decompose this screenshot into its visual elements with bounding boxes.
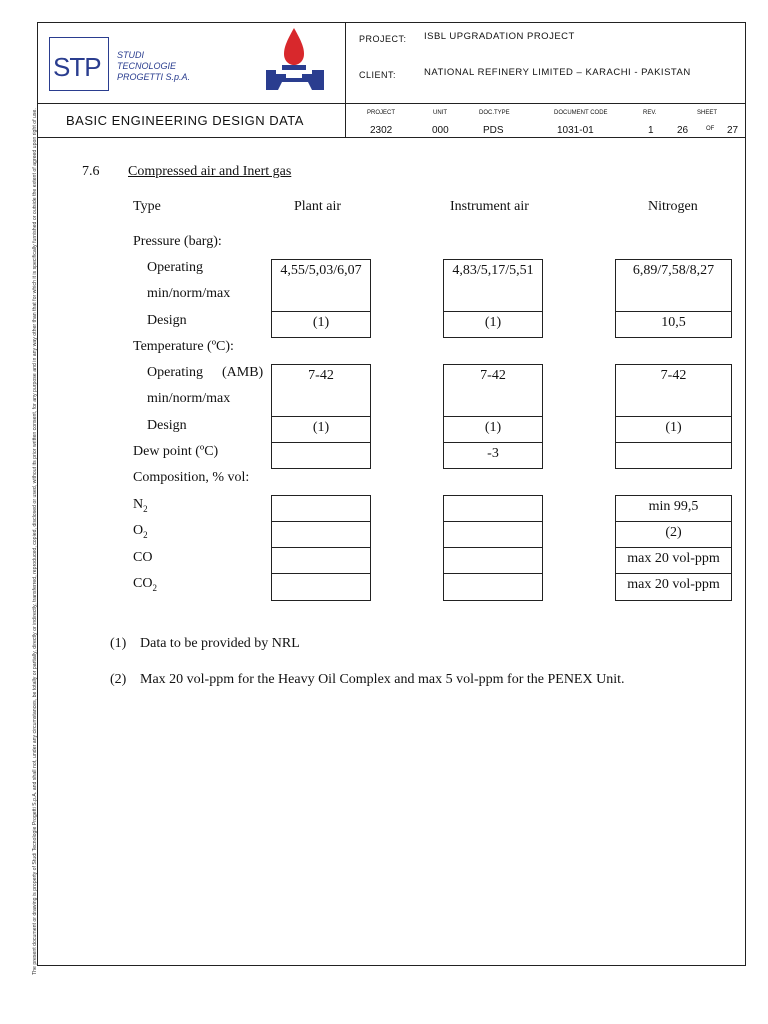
meta-label-project: PROJECT: [367, 110, 396, 116]
company-name: [117, 50, 190, 83]
meta-value-sheet: 26: [677, 125, 689, 136]
meta-value-unit: 000: [432, 125, 449, 136]
instrument-air-co: [443, 547, 543, 574]
co2-subscript: 2: [152, 582, 157, 593]
meta-value-doccode: 1031-01: [557, 125, 594, 136]
note-1-text: Data to be provided by NRL: [140, 636, 300, 651]
instrument-air-o2: [443, 521, 543, 548]
flame-icon: [284, 28, 304, 65]
stp-logo-text: STP: [53, 52, 101, 82]
meta-label-doctype: DOC.TYPE: [479, 110, 510, 116]
company-line-2: TECNOLOGIE: [117, 61, 177, 71]
header-divider: [37, 103, 746, 104]
instrument-air-co2: [443, 573, 543, 601]
pressure-minnormmax-label: min/norm/max: [147, 286, 231, 301]
stp-logo: [49, 37, 109, 91]
plant-air-co: [271, 547, 371, 574]
nitrogen-o2: (2): [615, 521, 732, 548]
note-2-number: (2): [110, 672, 127, 687]
instrument-air-temperature-operating: 7-42: [443, 364, 543, 417]
nitrogen-dew-point: [615, 442, 732, 469]
n2-text: N: [133, 497, 144, 512]
header-vertical-divider: [345, 22, 346, 137]
dew-point-label: Dew point (ºC): [133, 444, 219, 459]
meta-value-rev: 1: [648, 125, 654, 136]
temperature-amb-label: (AMB): [222, 365, 264, 380]
meta-label-of: OF: [706, 126, 715, 132]
plant-air-n2: [271, 495, 371, 522]
section-number: 7.6: [82, 164, 100, 179]
company-line-1: STUDI: [117, 50, 144, 60]
logo-bar: [282, 65, 306, 70]
n2-label: [133, 497, 148, 514]
meta-value-doctype: PDS: [483, 125, 504, 136]
nitrogen-pressure-design: 10,5: [615, 311, 732, 338]
temperature-design-label: Design: [147, 418, 187, 433]
nitrogen-temperature-design: (1): [615, 416, 732, 443]
note-2-text: Max 20 vol-ppm for the Heavy Oil Complex and max 5 vol-ppm for the PENEX Unit.: [140, 672, 625, 687]
o2-label: [133, 523, 148, 540]
logo-base: [266, 70, 324, 90]
plant-air-dew-point: [271, 442, 371, 469]
section-title: Compressed air and Inert gas: [128, 164, 292, 179]
pressure-label: Pressure (barg):: [133, 234, 222, 249]
o2-subscript: 2: [143, 529, 148, 540]
temperature-label: Temperature (ºC):: [133, 339, 234, 354]
co2-label: [133, 576, 157, 593]
nitrogen-co2: max 20 vol-ppm: [615, 573, 732, 601]
instrument-air-temperature-design: (1): [443, 416, 543, 443]
document-title: BASIC ENGINEERING DESIGN DATA: [66, 113, 304, 128]
plant-air-o2: [271, 521, 371, 548]
nrl-logo: [264, 26, 326, 92]
plant-air-co2: [271, 573, 371, 601]
plant-air-pressure-operating: 4,55/5,03/6,07: [271, 259, 371, 312]
meta-label-sheet: SHEET: [697, 110, 718, 116]
note-1-number: (1): [110, 636, 127, 651]
column-instrument-air: Instrument air: [450, 199, 529, 214]
type-label: Type: [133, 199, 161, 214]
plant-air-pressure-design: (1): [271, 311, 371, 338]
header-bottom-divider: [37, 137, 746, 138]
meta-label-rev: REV.: [643, 110, 657, 116]
project-value: ISBL UPGRADATION PROJECT: [424, 31, 575, 42]
instrument-air-n2: [443, 495, 543, 522]
plant-air-temperature-operating: 7-42: [271, 364, 371, 417]
column-plant-air: Plant air: [294, 199, 342, 214]
instrument-air-pressure-operating: 4,83/5,17/5,51: [443, 259, 543, 312]
n2-subscript: 2: [143, 503, 148, 514]
co2-text: CO: [133, 576, 153, 591]
instrument-air-pressure-design: (1): [443, 311, 543, 338]
client-label: CLIENT:: [359, 70, 397, 80]
temperature-minnormmax-label: min/norm/max: [147, 391, 231, 406]
nitrogen-pressure-operating: 6,89/7,58/8,27: [615, 259, 732, 312]
nitrogen-temperature-operating: 7-42: [615, 364, 732, 417]
plant-air-temperature-design: (1): [271, 416, 371, 443]
column-nitrogen: Nitrogen: [648, 199, 698, 214]
project-label: PROJECT:: [359, 34, 407, 44]
meta-label-doccode: DOCUMENT CODE: [554, 110, 608, 116]
co-label: CO: [133, 550, 153, 565]
pressure-design-label: Design: [147, 313, 187, 328]
pressure-operating-label: Operating: [147, 260, 203, 275]
nitrogen-n2: min 99,5: [615, 495, 732, 522]
meta-value-total: 27: [727, 125, 739, 136]
meta-value-project: 2302: [370, 125, 393, 136]
nitrogen-co: max 20 vol-ppm: [615, 547, 732, 574]
temperature-operating-label: Operating: [147, 365, 203, 380]
company-line-3: PROGETTI S.p.A.: [117, 72, 191, 82]
instrument-air-dew-point: -3: [443, 442, 543, 469]
composition-label: Composition, % vol:: [133, 470, 250, 485]
meta-label-unit: UNIT: [433, 110, 447, 116]
o2-text: O: [133, 523, 144, 538]
confidentiality-notice: The present document or drawing is property of Studi Tecnologie Progetti S.p.A. and shall not, under any circumstances, be totally or partially, directly or indirectly, transferred, reproduced, copied, disclosed or used, without its prior written consent, for any purpose and in any way other than that for which it is specifically furnished or outside the extent of agreed upon right of use.: [32, 108, 38, 975]
client-value: NATIONAL REFINERY LIMITED – KARACHI - PAKISTAN: [424, 67, 691, 78]
